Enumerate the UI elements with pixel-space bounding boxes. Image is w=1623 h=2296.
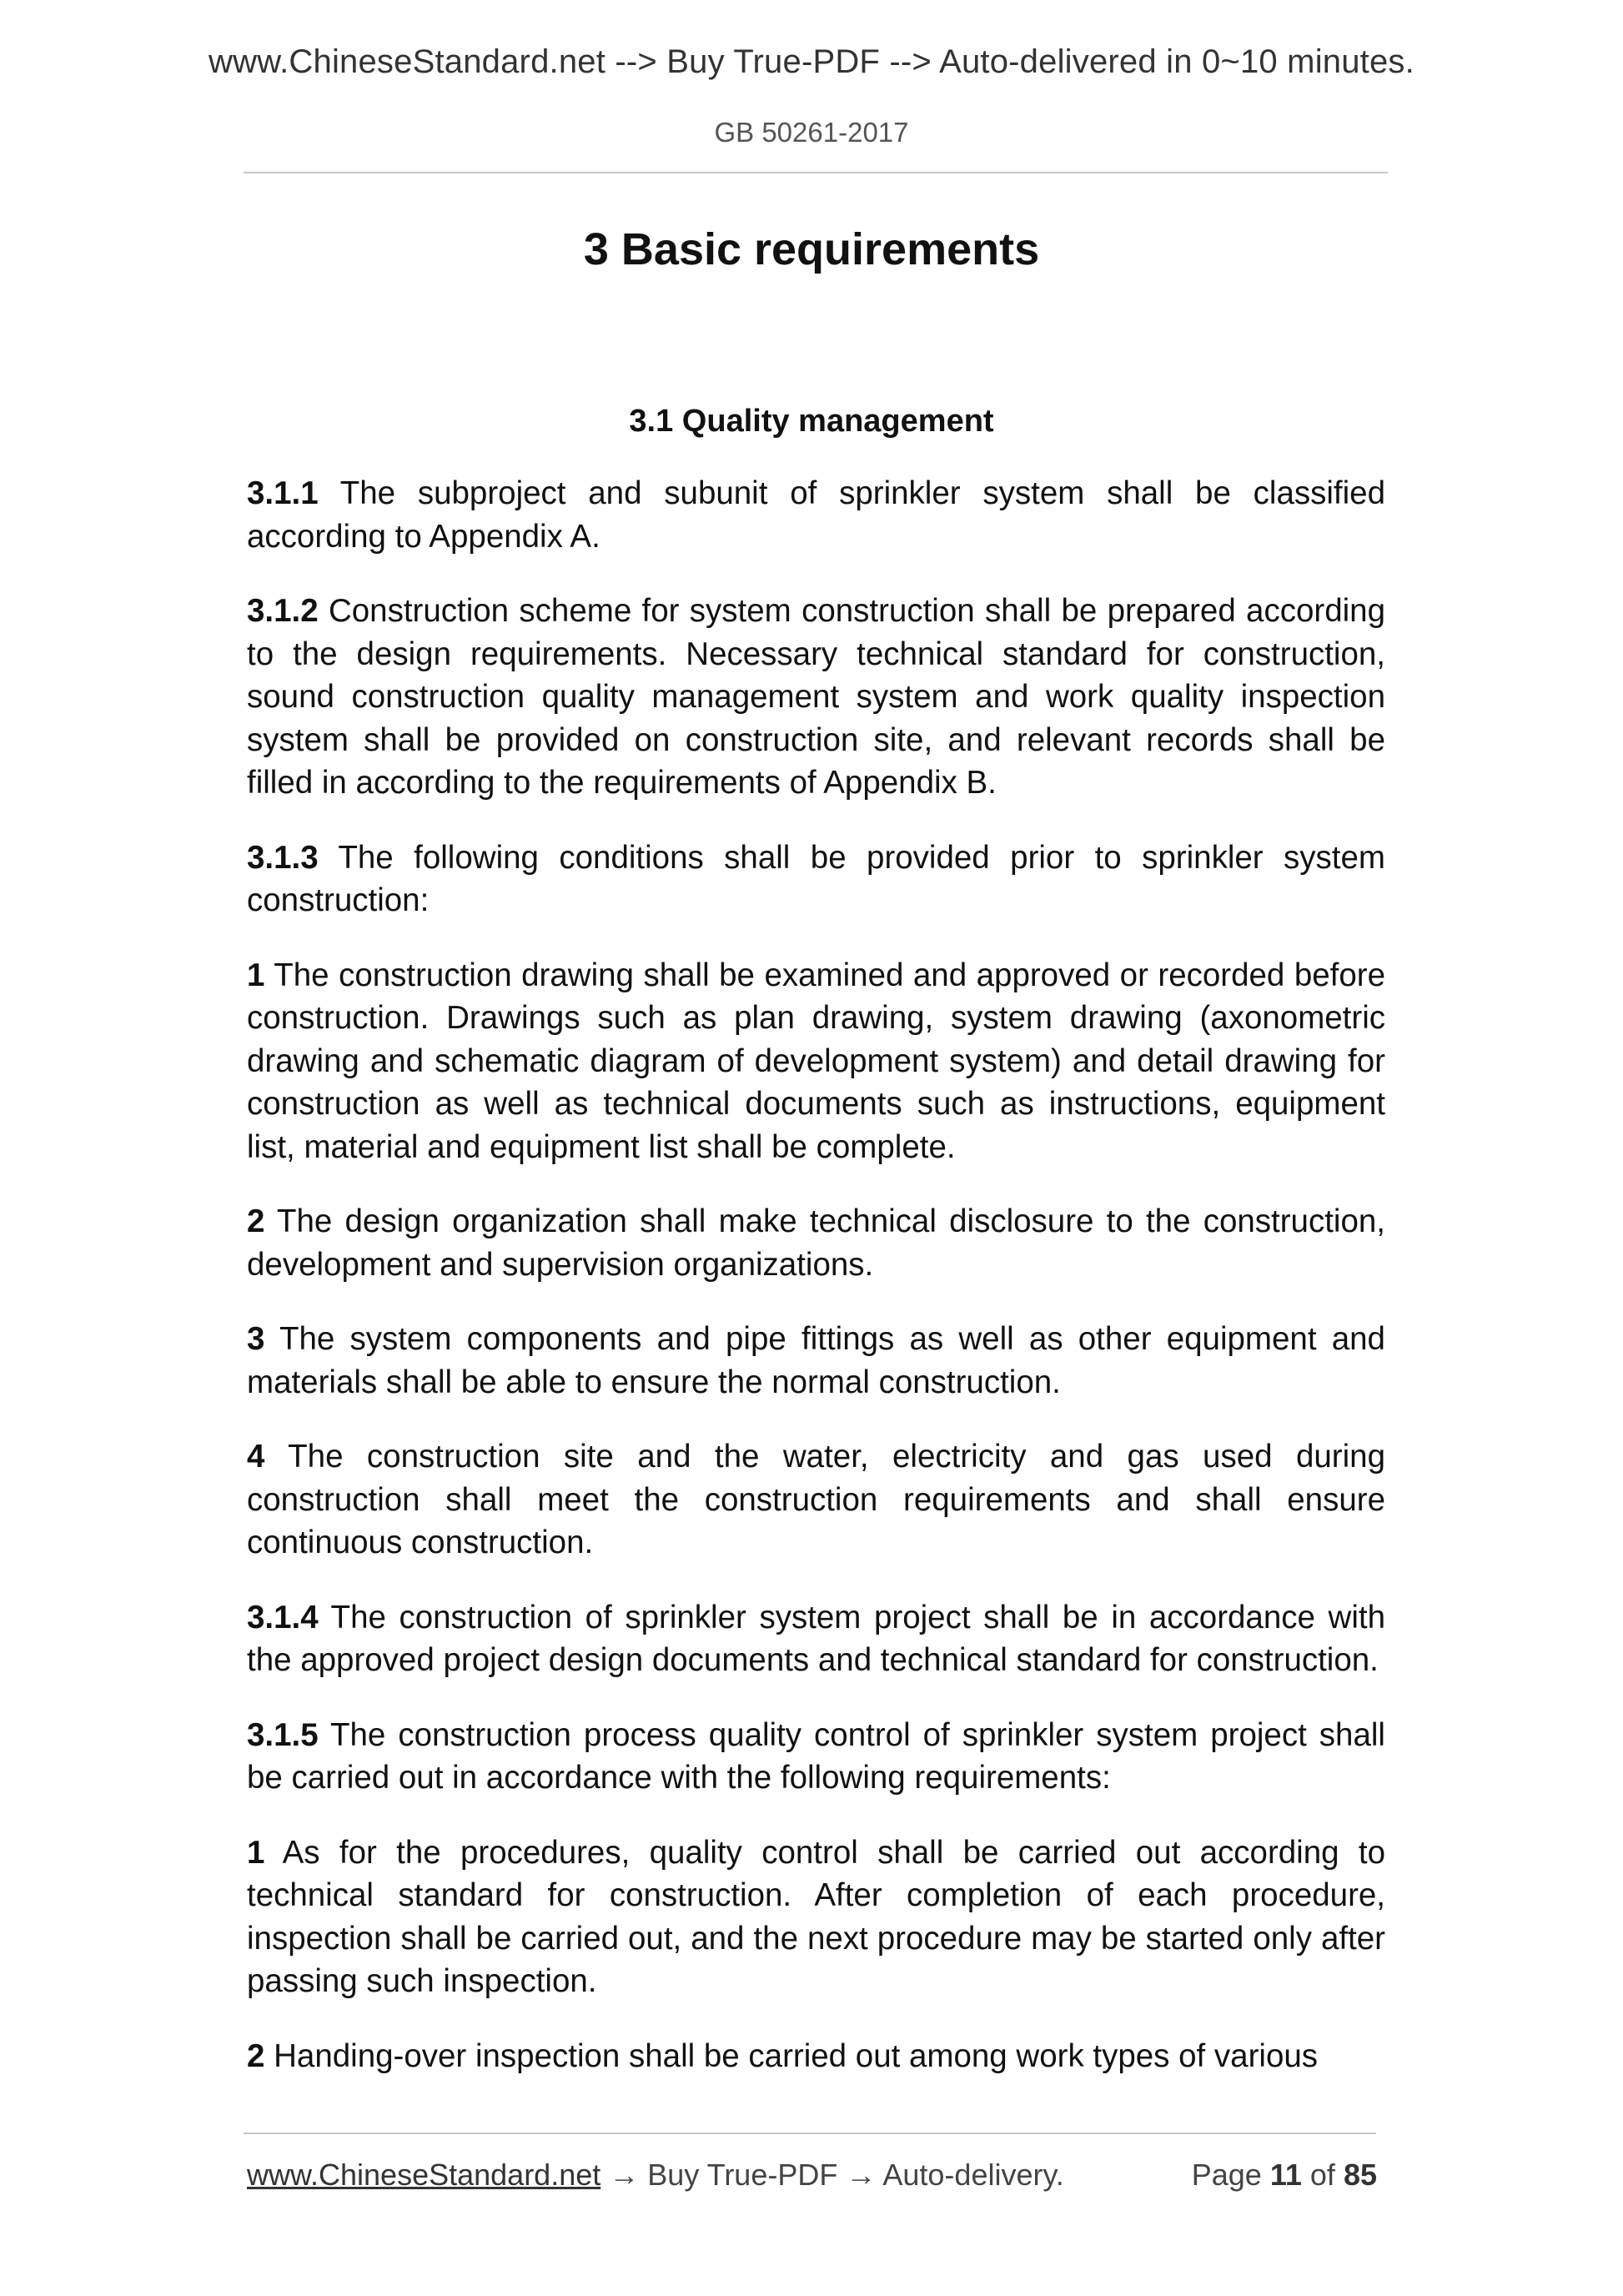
clause-text: The subproject and subunit of sprinkler system shall be classified according to Appendix A. [247, 475, 1385, 555]
page-indicator [1192, 2158, 1377, 2193]
clause-number: 3.1.2 [247, 593, 319, 629]
clause-3-1-2 [247, 590, 1385, 805]
footer-buy-text: Buy True-PDF [647, 2158, 838, 2192]
item-number: 1 [247, 957, 265, 993]
item-text: As for the procedures, quality control shall be carried out according to technical standard for construction. After completion of each procedure, inspection shall be carried out, and the next procedure may be started only after passing such inspection. [247, 1834, 1385, 1999]
list-item [247, 1435, 1385, 1565]
item-number: 1 [247, 1834, 265, 1871]
clause-text: Construction scheme for system construction shall be prepared according to the design requirements. Necessary technical standard for construction, sound construction quality management system and work quality inspection system shall be provided on construction site, and relevant records shall be filled in according to the requirements of Appendix B. [247, 593, 1385, 801]
clause-3-1-5 [247, 1714, 1385, 1800]
item-text: Handing-over inspection shall be carried out among work types of various [274, 2037, 1319, 2074]
list-item [247, 954, 1385, 1169]
header-divider [244, 172, 1388, 173]
footer-promo [247, 2158, 1064, 2193]
clause-text: The following conditions shall be provided prior to sprinkler system construction: [247, 839, 1385, 918]
list-item [247, 2035, 1385, 2078]
arrow-right-icon: → [846, 2158, 877, 2192]
footer-site-link[interactable]: www.ChineseStandard.net [247, 2158, 601, 2192]
of-label: of [1309, 2158, 1335, 2192]
clause-number: 3.1.3 [247, 839, 319, 876]
section-title: 3.1 Quality management [629, 404, 994, 439]
item-text: The construction drawing shall be examined and approved or recorded before construction. Drawings such as plan drawing, system drawing (axonometric drawing and schematic diagram of development system) and detail drawing for construction as well as technical documents such as instructions, equipment list, material and equipment list shall be complete. [247, 957, 1385, 1165]
item-text: The design organization shall make technical disclosure to the construction, development and supervision organizations. [247, 1203, 1385, 1283]
footer-auto-text: Auto-delivery. [882, 2158, 1064, 2192]
page-total: 85 [1343, 2158, 1377, 2192]
chapter-title: 3 Basic requirements [583, 224, 1040, 274]
item-number: 4 [247, 1439, 265, 1475]
item-number: 2 [247, 1203, 265, 1239]
list-item [247, 1831, 1385, 2003]
list-item [247, 1318, 1385, 1404]
footer-divider [244, 2133, 1376, 2134]
item-text: The construction site and the water, electricity and gas used during construction shall meet the construction requirements and shall ensure continuous construction. [247, 1439, 1385, 1560]
page-number: 11 [1269, 2158, 1302, 2192]
clause-number: 3.1.5 [247, 1716, 319, 1753]
item-text: The system components and pipe fittings as well as other equipment and materials shall be able to ensure the normal construction. [247, 1321, 1385, 1400]
clause-number: 3.1.4 [247, 1599, 319, 1635]
clause-number: 3.1.1 [247, 475, 319, 511]
document-code: GB 50261-2017 [714, 117, 909, 148]
top-banner[interactable]: www.ChineseStandard.net --> Buy True-PDF --> Auto-delivered in 0~10 minutes. [209, 43, 1414, 80]
clause-text: The construction of sprinkler system project shall be in accordance with the approved project design documents and technical standard for construction. [247, 1599, 1385, 1678]
page-label: Page [1191, 2158, 1262, 2192]
item-number: 2 [247, 2037, 265, 2074]
item-number: 3 [247, 1321, 265, 1357]
clause-3-1-4 [247, 1596, 1385, 1682]
clause-text: The construction process quality control of sprinkler system project shall be carried out in accordance with the following requirements: [247, 1716, 1385, 1796]
clause-3-1-1 [247, 472, 1385, 558]
body-content [247, 472, 1385, 2109]
list-item [247, 1200, 1385, 1286]
clause-3-1-3 [247, 837, 1385, 922]
arrow-right-icon: → [609, 2158, 640, 2192]
